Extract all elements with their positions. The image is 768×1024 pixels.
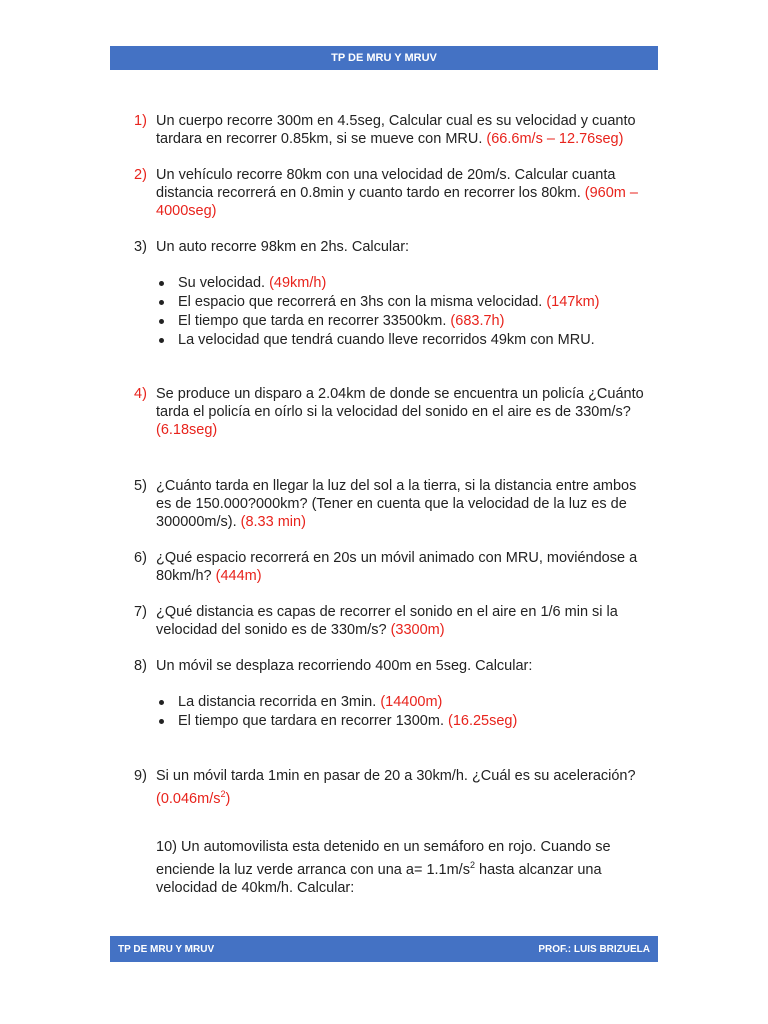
item-text: El tiempo que tarda en recorrer 33500km. [178, 313, 451, 329]
exercise-list [134, 112, 654, 897]
question-1 [134, 112, 654, 148]
item-text: La distancia recorrida en 3min. [178, 694, 381, 710]
question-5 [134, 477, 654, 531]
question-text [156, 603, 654, 639]
question-number: 5) [134, 478, 147, 494]
question-number: 4) [134, 386, 147, 402]
question-text [134, 838, 654, 897]
answer: (14400m) [380, 694, 443, 710]
question-number: 1) [134, 113, 147, 129]
question-text [156, 549, 654, 585]
superscript: 2 [469, 859, 475, 870]
answer: (49km/h) [269, 275, 327, 291]
list-item [178, 312, 654, 330]
answer: (147km) [546, 294, 600, 310]
document-title: TP DE MRU Y MRUV [331, 52, 437, 64]
list-item [178, 693, 654, 711]
answer: (6.18seg) [156, 422, 218, 438]
answer-main: (0.046m/s [156, 790, 221, 807]
item-text: El espacio que recorrerá en 3hs con la misma velocidad. [178, 294, 547, 310]
question-2 [134, 166, 654, 220]
question-text [156, 767, 654, 808]
list-item [178, 274, 654, 292]
answer-superscript: 2 [220, 789, 226, 799]
question-number: 10) [156, 838, 177, 855]
question-3-items [134, 274, 654, 349]
question-7 [134, 603, 654, 639]
question-number: 6) [134, 550, 147, 566]
answer: (8.33 min) [240, 514, 306, 530]
question-number: 9) [134, 768, 147, 784]
question-body: Un móvil se desplaza recorriendo 400m en 5seg. Calcular: [156, 658, 533, 674]
question-number: 3) [134, 239, 147, 255]
question-text [156, 477, 654, 531]
question-body: Si un móvil tarda 1min en pasar de 20 a 30km/h. ¿Cuál es su aceleración? [156, 768, 636, 784]
answer: (3300m) [390, 622, 445, 638]
question-body-end: hasta alcanzar una velocidad de 40km/h. Calcular: [156, 861, 602, 896]
answer: (16.25seg) [448, 713, 518, 729]
item-text: Su velocidad. [178, 275, 270, 291]
question-body: Un auto recorre 98km en 2hs. Calcular: [156, 239, 410, 255]
question-body: Un automovilista esta detenido en un semáforo en rojo. Cuando se enciende la luz verde arranca con una a= 1.1m/s [156, 838, 611, 878]
question-8-items [134, 693, 654, 730]
answer: (683.7h) [450, 313, 505, 329]
question-4 [134, 385, 654, 439]
question-3 [134, 238, 654, 256]
footer-bar [110, 936, 658, 962]
question-text [156, 112, 654, 148]
item-text: La velocidad que tendrá cuando lleve recorridos 49km con MRU. [178, 332, 595, 348]
header-bar [110, 46, 658, 70]
item-text: El tiempo que tardara en recorrer 1300m. [178, 713, 448, 729]
answer: (960m – 4000seg) [156, 185, 638, 219]
question-body: Un vehículo recorre 80km con una velocidad de 20m/s. Calcular cuanta distancia recorrerá en 0.8min y cuanto tardo en recorrer los 80km. [156, 167, 616, 201]
question-body: ¿Cuánto tarda en llegar la luz del sol a la tierra, si la distancia entre ambos es de 150.000?000km? (Tener en cuenta que la velocidad de la luz es de 300000m/s). [156, 478, 637, 530]
answer-end: ) [225, 790, 231, 807]
footer-author: PROF.: LUIS BRIZUELA [538, 943, 650, 955]
question-body: Un cuerpo recorre 300m en 4.5seg, Calcular cual es su velocidad y cuanto tardara en recorrer 0.85km, si se mueve con MRU. [156, 113, 636, 147]
question-number: 2) [134, 167, 147, 183]
list-item [178, 331, 654, 349]
question-6 [134, 549, 654, 585]
question-text [156, 166, 654, 220]
answer: (66.6m/s – 12.76seg) [486, 131, 624, 147]
question-number: 7) [134, 604, 147, 620]
question-10 [134, 838, 654, 897]
footer-title: TP DE MRU Y MRUV [118, 943, 215, 955]
list-item [178, 712, 654, 730]
question-8 [134, 657, 654, 675]
question-number: 8) [134, 658, 147, 674]
list-item [178, 293, 654, 311]
answer: (444m) [215, 568, 262, 584]
question-9 [134, 767, 654, 808]
question-body: ¿Qué espacio recorrerá en 20s un móvil animado con MRU, moviéndose a 80km/h? [156, 550, 638, 584]
question-body: Se produce un disparo a 2.04km de donde se encuentra un policía ¿Cuánto tarda el policía en oírlo si la velocidad del sonido en el aire es de 330m/s? [156, 386, 644, 420]
question-text [156, 385, 654, 439]
answer [156, 791, 230, 807]
question-body: ¿Qué distancia es capas de recorrer el sonido en el aire en 1/6 min si la velocidad del sonido es de 330m/s? [156, 604, 618, 638]
